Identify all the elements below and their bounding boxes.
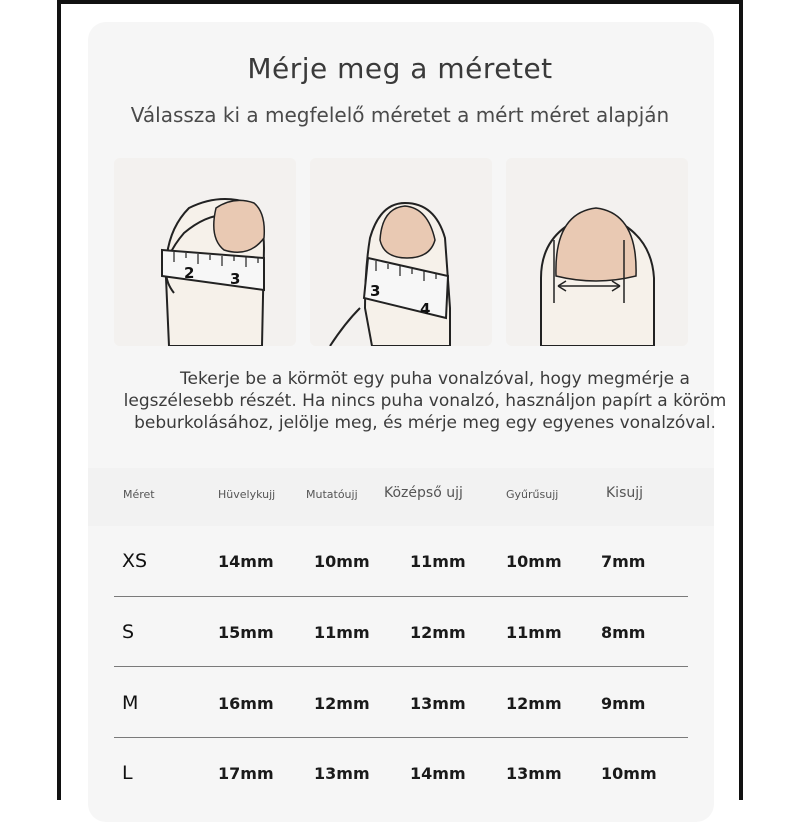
row-xs-index: 10mm xyxy=(314,552,370,571)
instruction-line-3: beburkolásához, jelölje meg, és mérje meg egy egyenes vonalzóval. xyxy=(134,413,716,433)
row-s-thumb: 15mm xyxy=(218,623,274,642)
instruction-line-1: Tekerje be a körmöt egy puha vonalzóval, hogy megmérje a xyxy=(180,369,690,389)
instruction-text xyxy=(110,368,740,434)
instruction-line-2: legszélesebb részét. Ha nincs puha vonalzó, használjon papírt a köröm xyxy=(123,391,727,411)
nail-width-illustration xyxy=(506,158,688,346)
header-pinky: Kisujj xyxy=(606,485,644,501)
page-title: Mérje meg a méretet xyxy=(247,52,553,85)
row-m-size: M xyxy=(122,692,139,714)
row-m-middle: 13mm xyxy=(410,694,466,713)
row-divider xyxy=(114,596,688,597)
finger-measure-illustration xyxy=(310,158,492,346)
row-xs-pinky: 7mm xyxy=(601,552,646,571)
row-xs-middle: 11mm xyxy=(410,552,466,571)
ruler-mark-4: 4 xyxy=(420,300,431,318)
header-index: Mutatóujj xyxy=(306,488,358,501)
row-m-ring: 12mm xyxy=(506,694,562,713)
row-m-index: 12mm xyxy=(314,694,370,713)
row-l-size: L xyxy=(122,762,133,784)
row-m-pinky: 9mm xyxy=(601,694,646,713)
page-subtitle: Válassza ki a megfelelő méretet a mért méret alapján xyxy=(130,103,670,127)
thumb-measure-illustration xyxy=(114,158,296,346)
row-xs-ring: 10mm xyxy=(506,552,562,571)
row-m-thumb: 16mm xyxy=(218,694,274,713)
row-xs-thumb: 14mm xyxy=(218,552,274,571)
row-l-pinky: 10mm xyxy=(601,764,657,783)
top-border xyxy=(57,0,743,4)
row-s-index: 11mm xyxy=(314,623,370,642)
row-l-thumb: 17mm xyxy=(218,764,274,783)
row-xs-size: XS xyxy=(122,550,148,572)
header-size: Méret xyxy=(123,488,155,501)
ruler-mark-3: 3 xyxy=(230,270,241,288)
row-l-middle: 14mm xyxy=(410,764,466,783)
header-ring: Gyűrűsujj xyxy=(506,488,559,501)
row-divider xyxy=(114,737,688,738)
ruler-mark-3b: 3 xyxy=(370,282,381,300)
row-divider xyxy=(114,666,688,667)
row-l-ring: 13mm xyxy=(506,764,562,783)
row-s-ring: 11mm xyxy=(506,623,562,642)
row-s-pinky: 8mm xyxy=(601,623,646,642)
row-s-middle: 12mm xyxy=(410,623,466,642)
header-middle: Középső ujj xyxy=(384,485,463,501)
header-thumb: Hüvelykujj xyxy=(218,488,276,501)
row-l-index: 13mm xyxy=(314,764,370,783)
row-s-size: S xyxy=(122,621,135,643)
ruler-mark-2: 2 xyxy=(184,264,195,282)
